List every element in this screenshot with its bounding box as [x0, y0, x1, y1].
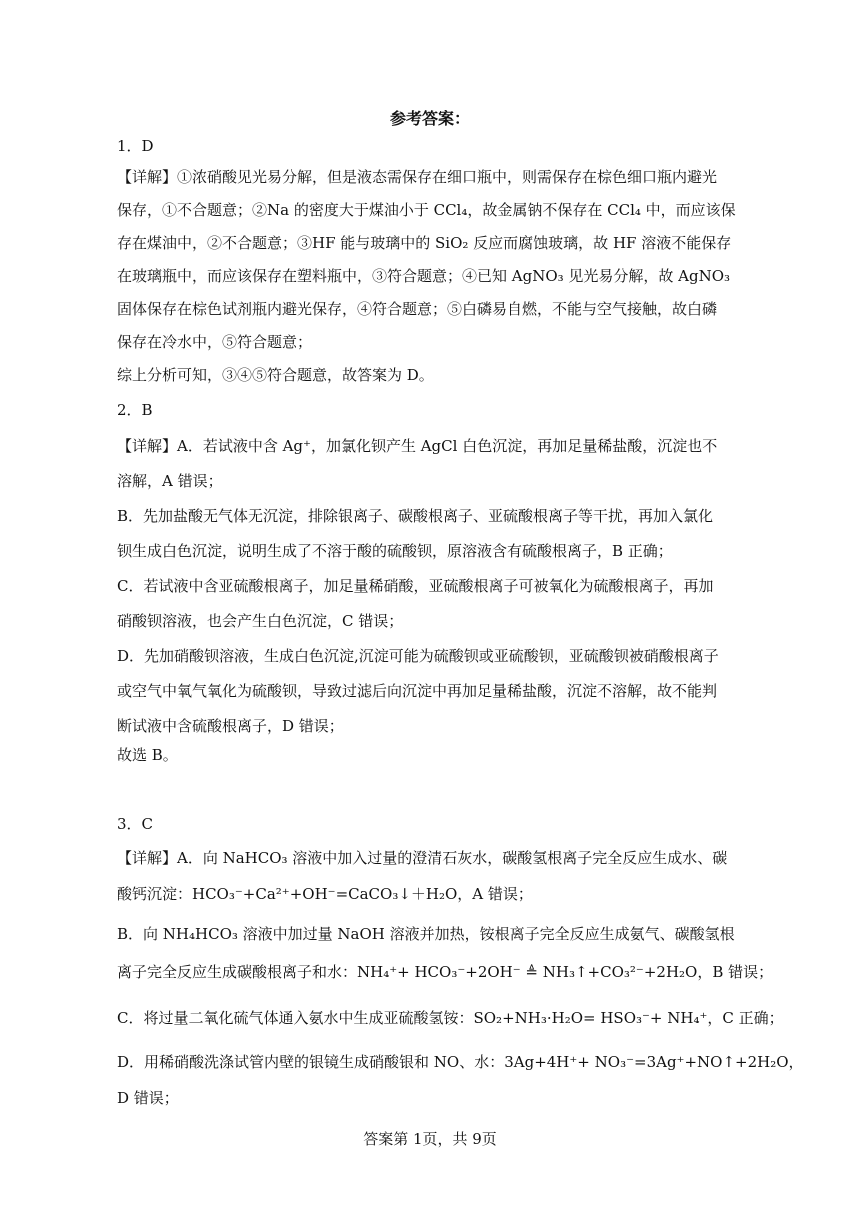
- q1-line-4: 在玻璃瓶中，而应该保存在塑料瓶中，③符合题意；④已知 AgNO₃ 见光易分解，故 AgNO₃: [117, 267, 731, 285]
- q1-line-6: 保存在冷水中，⑤符合题意；: [117, 333, 313, 351]
- q2-line-9: 断试液中含硫酸根离子，D 错误；: [117, 717, 344, 735]
- q1-line-1: 【详解】①浓硝酸见光易分解，但是液态需保存在细口瓶中，则需保存在棕色细口瓶内避光: [117, 168, 718, 186]
- q1-line-5: 固体保存在棕色试剂瓶内避光保存，④符合题意；⑤白磷易自燃，不能与空气接触，故白磷: [117, 300, 718, 318]
- page-title: 参考答案：: [389, 109, 470, 128]
- q1-line-2: 保存，①不合题意；②Na 的密度大于煤油小于 CCl₄，故金属钠不保存在 CCl₄ 中，而应该保: [117, 201, 736, 219]
- q3-line-4: 离子完全反应生成碳酸根离子和水：NH₄⁺+ HCO₃⁻+2OH⁻ ≜ NH₃↑+CO₃²⁻+2H₂O，B 错误；: [117, 963, 774, 981]
- q3-number: 3．C: [117, 815, 154, 833]
- q3-line-2: 酸钙沉淀：HCO₃⁻+Ca²⁺+OH⁻=CaCO₃↓＋H₂O，A 错误；: [117, 885, 533, 903]
- q2-line-3: B．先加盐酸无气体无沉淀，排除银离子、碳酸根离子、亚硫酸根离子等干扰，再加入氯化: [117, 507, 714, 525]
- q2-line-8: 或空气中氧气氧化为硫酸钡，导致过滤后向沉淀中再加足量稀盐酸，沉淀不溶解，故不能判: [117, 682, 718, 700]
- q2-number: 2．B: [117, 401, 153, 419]
- q3-line-7: D 错误；: [117, 1089, 179, 1107]
- q1-line-3: 存在煤油中，②不合题意；③HF 能与玻璃中的 SiO₂ 反应而腐蚀玻璃，故 HF 溶液不能保存: [117, 234, 732, 252]
- q1-line-7: 综上分析可知，③④⑤符合题意，故答案为 D。: [117, 366, 434, 384]
- q2-line-1: 【详解】A．若试液中含 Ag⁺，加氯化钡产生 AgCl 白色沉淀，再加足量稀盐酸，沉淀也不: [117, 437, 718, 455]
- q2-line-4: 钡生成白色沉淀，说明生成了不溶于酸的硫酸钡，原溶液含有硫酸根离子，B 正确；: [117, 542, 673, 560]
- q1-number: 1．D: [117, 137, 154, 155]
- q3-line-5: C．将过量二氧化硫气体通入氨水中生成亚硫酸氢铵：SO₂+NH₃·H₂O= HSO₃⁻+ NH₄⁺，C 正确；: [117, 1009, 784, 1027]
- q2-line-2: 溶解，A 错误；: [117, 472, 223, 490]
- q2-line-7: D．先加硝酸钡溶液，生成白色沉淀,沉淀可能为硫酸钡或亚硫酸钡，亚硫酸钡被硝酸根离子: [117, 647, 719, 665]
- q3-line-6: D．用稀硝酸洗涤试管内壁的银镜生成硝酸银和 NO、水：3Ag+4H⁺+ NO₃⁻=3Ag⁺+NO↑+2H₂O，: [117, 1053, 804, 1071]
- q2-line-5: C．若试液中含亚硫酸根离子，加足量稀硝酸，亚硫酸根离子可被氧化为硫酸根离子，再加: [117, 577, 714, 595]
- page-footer: 答案第 1页，共 9页: [363, 1130, 497, 1148]
- q2-line-10: 故选 B。: [117, 746, 178, 764]
- q3-line-1: 【详解】A．向 NaHCO₃ 溶液中加入过量的澄清石灰水，碳酸氢根离子完全反应生成水、碳: [117, 849, 728, 867]
- q2-line-6: 硝酸钡溶液，也会产生白色沉淀，C 错误；: [117, 612, 404, 630]
- q3-line-3: B．向 NH₄HCO₃ 溶液中加过量 NaOH 溶液并加热，铵根离子完全反应生成氨气、碳酸氢根: [117, 925, 735, 943]
